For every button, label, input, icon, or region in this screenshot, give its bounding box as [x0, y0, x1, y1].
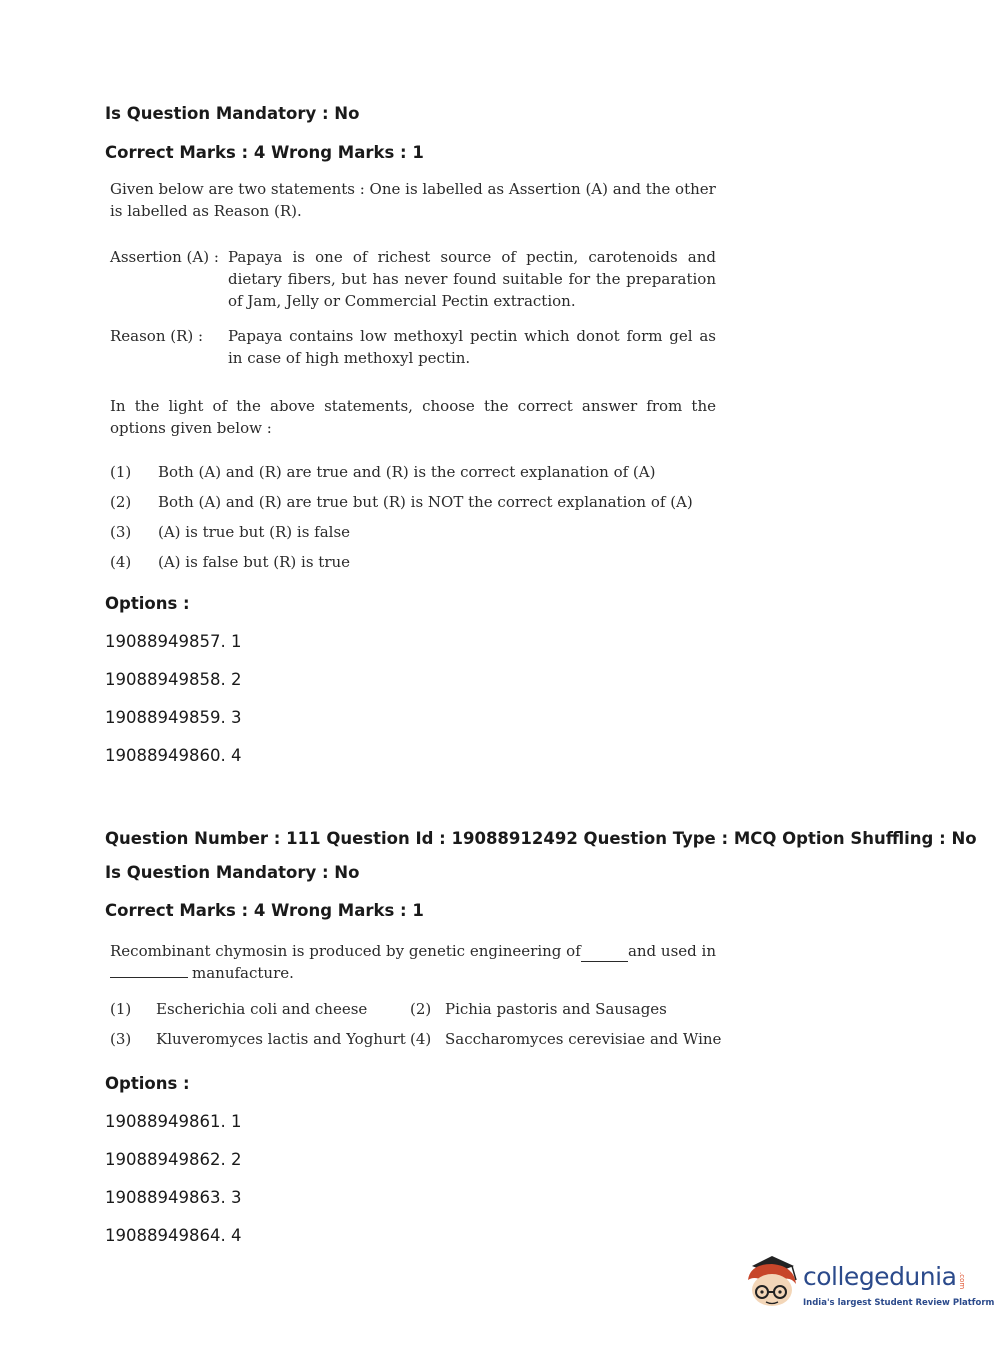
choice-number: (2)	[410, 1000, 432, 1018]
choice-number: (4)	[110, 553, 132, 571]
assertion-text: Papaya is one of richest source of pectin, carotenoids and dietary fibers, but has never found suitable for the preparation of Jam, Jelly or Commercial Pectin extraction.	[228, 248, 716, 310]
option-id: 19088949863. 3	[105, 1188, 242, 1207]
option-id: 19088949864. 4	[105, 1226, 242, 1245]
option-id: 19088949857. 1	[105, 632, 242, 651]
choice-text: Escherichia coli and cheese	[156, 1000, 368, 1018]
option-id: 19088949861. 1	[105, 1112, 242, 1131]
option-id: 19088949859. 3	[105, 708, 242, 727]
choice-text: Both (A) and (R) are true but (R) is NOT the correct explanation of (A)	[158, 493, 693, 511]
stem-blank-2	[110, 977, 188, 978]
choice-text: (A) is false but (R) is true	[158, 553, 351, 571]
reason-label: Reason (R) :	[110, 327, 204, 345]
stem-blank-1	[581, 940, 628, 962]
q110-mandatory: Is Question Mandatory : No	[105, 104, 360, 123]
choice-number: (3)	[110, 1030, 132, 1048]
option-id: 19088949860. 4	[105, 746, 242, 765]
choice-number: (3)	[110, 523, 132, 541]
stem-part-2: and used in	[627, 942, 716, 960]
option-id: 19088949858. 2	[105, 670, 242, 689]
q110-intro: Given below are two statements : One is labelled as Assertion (A) and the other is labelled as Reason (R).	[110, 180, 716, 220]
reason-text: Papaya contains low methoxyl pectin which donot form gel as in case of high methoxyl pectin.	[228, 327, 716, 367]
choice-number: (4)	[410, 1030, 432, 1048]
q110-options-heading: Options :	[105, 594, 190, 613]
choice-text: Both (A) and (R) are true and (R) is the correct explanation of (A)	[158, 463, 656, 481]
assertion-label: Assertion (A) :	[110, 248, 219, 266]
q111-header: Question Number : 111 Question Id : 19088912492 Question Type : MCQ Option Shuffling : No	[105, 829, 977, 848]
stem-part-1: Recombinant chymosin is produced by genetic engineering of	[110, 942, 581, 960]
choice-text: Kluveromyces lactis and Yoghurt	[156, 1030, 406, 1048]
q111-stem	[110, 940, 716, 984]
q111-options-heading: Options :	[105, 1074, 190, 1093]
choice-text: (A) is true but (R) is false	[158, 523, 351, 541]
q110-instruction: In the light of the above statements, choose the correct answer from the options given below :	[110, 397, 716, 437]
choice-number: (1)	[110, 1000, 132, 1018]
choice-number: (1)	[110, 463, 132, 481]
stem-part-3: manufacture.	[192, 964, 294, 982]
logo-wordmark: collegedunia	[803, 1262, 957, 1291]
logo-domain-suffix: .com	[958, 1272, 966, 1290]
choice-text: Saccharomyces cerevisiae and Wine	[445, 1030, 722, 1048]
logo-tagline: India's largest Student Review Platform	[803, 1298, 995, 1308]
q110-marks: Correct Marks : 4 Wrong Marks : 1	[105, 143, 424, 162]
q111-marks: Correct Marks : 4 Wrong Marks : 1	[105, 901, 424, 920]
choice-number: (2)	[110, 493, 132, 511]
q111-mandatory: Is Question Mandatory : No	[105, 863, 360, 882]
option-id: 19088949862. 2	[105, 1150, 242, 1169]
choice-text: Pichia pastoris and Sausages	[445, 1000, 667, 1018]
